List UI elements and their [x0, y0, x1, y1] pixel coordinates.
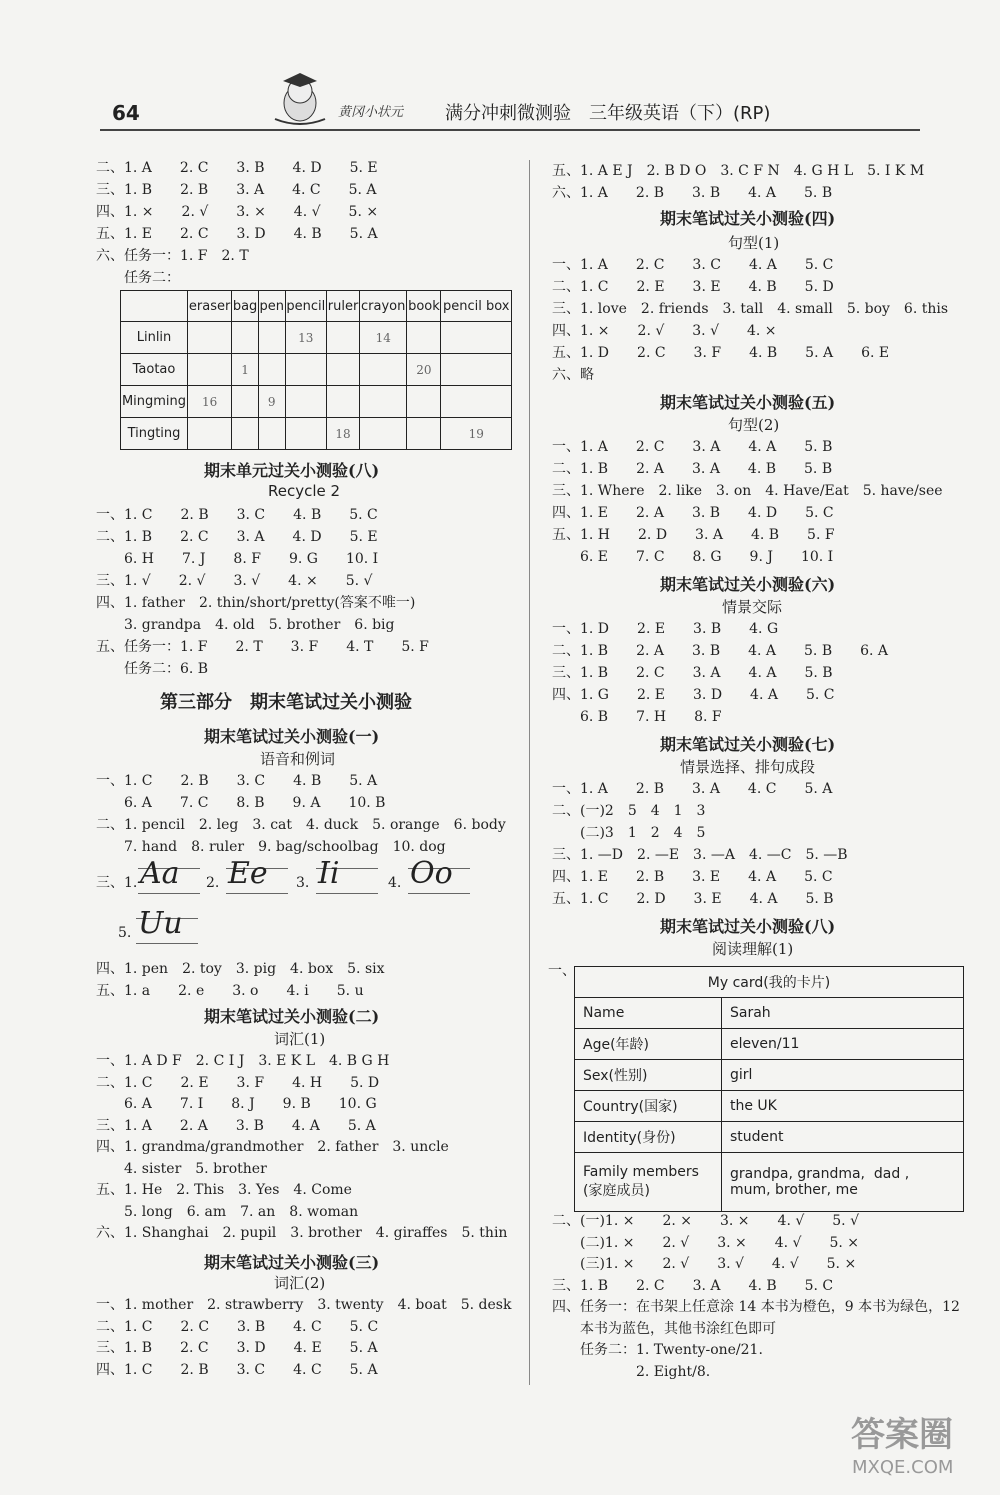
answer-line: 四、1. pen 2. toy 3. pig 4. box 5. six — [96, 961, 385, 977]
answer-line: 6. A 7. I 8. J 9. B 10. G — [96, 1096, 377, 1112]
field-value: grandpa, grandma, dad , mum, brother, me — [722, 1153, 964, 1212]
my-card-table — [574, 966, 964, 1212]
answer-line: (二)1. × 2. √ 3. × 4. √ 5. × — [552, 1234, 859, 1251]
answer-line: 一、1. C 2. B 3. C 4. B 5. A — [96, 773, 378, 789]
table-cell — [327, 322, 360, 354]
answer-line: 6. E 7. C 8. G 9. J 10. I — [552, 549, 834, 565]
table-cell — [441, 386, 512, 418]
table-header-row — [121, 291, 512, 322]
answer-line: 五、1. D 2. C 3. F 4. B 5. A 6. E — [552, 345, 890, 361]
section-title: 期末单元过关小测验(八) — [204, 461, 380, 480]
section-title: 期末笔试过关小测验(七) — [660, 735, 836, 754]
table-cell — [360, 354, 407, 386]
field-value: student — [722, 1122, 964, 1153]
column-header: pencil box — [441, 291, 512, 322]
answer-line: 6. B 7. H 8. F — [552, 709, 722, 725]
answer-line: 五、任务一：1. F 2. T 3. F 4. T 5. F — [96, 639, 429, 655]
answer-line: 二、1. C 2. C 3. B 4. C 5. C — [96, 1318, 379, 1335]
column-header: book — [407, 291, 441, 322]
row-name-cell: Mingming — [121, 386, 188, 418]
answer-line: 7. hand 8. ruler 9. bag/schoolbag 10. dog — [96, 839, 446, 855]
answer-line: 一、1. A D F 2. C I J 3. E K L 4. B G H — [96, 1053, 390, 1069]
handwritten-letters: Ee — [228, 856, 268, 891]
section-subtitle: 阅读理解(1) — [712, 940, 794, 958]
table-cell: 13 — [285, 322, 327, 354]
answer-line: 2. — [206, 875, 220, 891]
row-name-cell: Tingting — [121, 418, 188, 450]
field-value: eleven/11 — [722, 1029, 964, 1060]
answer-line: 四、1. father 2. thin/short/pretty(答案不唯一) — [96, 595, 416, 611]
answer-line: 5. — [118, 925, 132, 941]
table-row — [575, 1060, 964, 1091]
field-value: Sarah — [722, 998, 964, 1029]
mascot-icon — [265, 63, 335, 129]
answer-line: 二、(一)1. × 2. × 3. × 4. √ 5. √ — [552, 1213, 859, 1229]
answer-line: 一、1. A 2. B 3. A 4. C 5. A — [552, 781, 833, 797]
table-cell — [441, 322, 512, 354]
table-row — [575, 1091, 964, 1122]
answer-line: 一、1. A 2. C 3. C 4. A 5. C — [552, 257, 834, 273]
table-cell: 19 — [441, 418, 512, 450]
table-row — [575, 1153, 964, 1212]
answer-line: 二、1. C 2. E 3. E 4. B 5. D — [552, 279, 834, 295]
table-cell — [232, 322, 259, 354]
handwritten-letters: Aa — [140, 856, 180, 891]
section-subtitle: 情景选择、排句成段 — [680, 758, 816, 776]
answer-line: 5. long 6. am 7. an 8. woman — [96, 1203, 359, 1220]
table-cell — [285, 386, 327, 418]
answer-line: 二、1. B 2. A 3. B 4. A 5. B 6. A — [552, 643, 889, 659]
answer-line: 三、1. B 2. C 3. A 4. A 5. B — [552, 665, 833, 681]
page-number: 64 — [112, 101, 140, 125]
table-row — [575, 1122, 964, 1153]
table-cell — [232, 386, 259, 418]
answer-line: 四、任务一：在书架上任意涂 14 本书为橙色，9 本书为绿色，12 — [552, 1299, 960, 1315]
answer-line: 三、1. √ 2. √ 3. √ 4. × 5. √ — [96, 573, 373, 589]
table-cell — [232, 418, 259, 450]
table-cell — [188, 418, 232, 450]
answer-line: 三、1. — [96, 875, 138, 891]
answer-line: 五、1. a 2. e 3. o 4. i 5. u — [96, 983, 364, 999]
field-label: Family members (家庭成员) — [575, 1153, 722, 1212]
table-cell — [188, 322, 232, 354]
section-title: 期末笔试过关小测验(四) — [660, 209, 836, 228]
answer-line: 三、1. A 2. A 3. B 4. A 5. A — [96, 1117, 376, 1134]
answer-line: 一、 — [548, 963, 576, 979]
column-header: pencil — [285, 291, 327, 322]
answer-line: 3. — [296, 875, 310, 891]
table-cell: 14 — [360, 322, 407, 354]
answer-line: 4. sister 5. brother — [96, 1160, 267, 1177]
table-cell — [188, 354, 232, 386]
answer-line: 五、1. He 2. This 3. Yes 4. Come — [96, 1182, 352, 1198]
card-caption-row — [575, 967, 964, 998]
answer-line: 五、1. E 2. C 3. D 4. B 5. A — [96, 226, 378, 242]
watermark-logo — [846, 1401, 986, 1481]
section-subtitle: 情景交际 — [722, 598, 783, 616]
table-cell: 18 — [327, 418, 360, 450]
table-cell: 1 — [232, 354, 259, 386]
field-label: Name — [575, 998, 722, 1029]
column-divider — [529, 160, 530, 1385]
table-cell — [360, 386, 407, 418]
answer-line: 四、1. E 2. B 3. E 4. A 5. C — [552, 869, 833, 885]
table-cell — [258, 354, 285, 386]
table-row — [121, 322, 512, 354]
field-label: Age(年龄) — [575, 1029, 722, 1060]
section-subtitle: 句型(1) — [728, 234, 780, 252]
table-cell — [407, 322, 441, 354]
table-cell — [258, 322, 285, 354]
card-caption: My card(我的卡片) — [575, 967, 964, 998]
section-title: 期末笔试过关小测验(八) — [660, 917, 836, 936]
answer-line: 四、1. × 2. √ 3. √ 4. × — [552, 323, 777, 339]
answer-line: 四、1. G 2. E 3. D 4. A 5. C — [552, 687, 835, 703]
logo-text: 黄冈小状元 — [338, 105, 404, 120]
answer-line: 二、1. pencil 2. leg 3. cat 4. duck 5. orange 6. body — [96, 817, 506, 833]
table-cell: 16 — [188, 386, 232, 418]
section-subtitle: 词汇(2) — [274, 1274, 326, 1292]
answer-line: 任务二：6. B — [96, 661, 209, 677]
section-title: 期末笔试过关小测验(五) — [660, 393, 836, 412]
table-cell — [360, 418, 407, 450]
table-cell: 20 — [407, 354, 441, 386]
answer-line: 二、(一)2 5 4 1 3 — [552, 803, 706, 819]
section-title: 期末笔试过关小测验(二) — [204, 1007, 380, 1026]
section-subtitle: Recycle 2 — [268, 482, 341, 500]
answer-line: 任务二： — [96, 270, 180, 286]
answer-line: 二、1. C 2. E 3. F 4. H 5. D — [96, 1074, 380, 1091]
part-title: 第三部分 期末笔试过关小测验 — [160, 692, 412, 713]
answer-line: 六、任务一：1. F 2. T — [96, 248, 249, 264]
answer-line: 3. grandpa 4. old 5. brother 6. big — [96, 617, 395, 633]
column-header: pen — [258, 291, 285, 322]
answer-line: 6. A 7. C 8. B 9. A 10. B — [96, 795, 386, 811]
table-cell: 9 — [258, 386, 285, 418]
column-header: bag — [232, 291, 259, 322]
answer-line: 三、1. love 2. friends 3. tall 4. small 5. boy 6. this — [552, 301, 949, 317]
answer-line: 四、1. C 2. B 3. C 4. C 5. A — [96, 1361, 378, 1378]
table-row — [575, 998, 964, 1029]
table-cell — [258, 418, 285, 450]
answer-line: 三、1. B 2. C 3. D 4. E 5. A — [96, 1340, 378, 1356]
section-title: 期末笔试过关小测验(六) — [660, 575, 836, 594]
table-cell — [285, 354, 327, 386]
section-subtitle: 词汇(1) — [274, 1030, 326, 1048]
answer-line: 一、1. C 2. B 3. C 4. B 5. C — [96, 507, 378, 523]
section-title: 期末笔试过关小测验(三) — [204, 1253, 380, 1272]
answer-line: 2. Eight/8. — [552, 1363, 711, 1380]
table-row — [575, 1029, 964, 1060]
section-title: 期末笔试过关小测验(一) — [204, 727, 380, 746]
answer-line: 一、1. mother 2. strawberry 3. twenty 4. boat 5. desk — [96, 1297, 512, 1313]
table-row — [121, 386, 512, 418]
field-label: Sex(性别) — [575, 1060, 722, 1091]
answer-line: (二)3 1 2 4 5 — [552, 825, 706, 841]
table-cell — [441, 354, 512, 386]
table-cell — [327, 354, 360, 386]
answer-line: 本书为蓝色，其他书涂红色即可 — [552, 1320, 776, 1337]
answer-line: 六、1. Shanghai 2. pupil 3. brother 4. giraffes 5. thin — [96, 1225, 508, 1241]
answer-line: 六、1. A 2. B 3. B 4. A 5. B — [552, 185, 833, 201]
section-subtitle: 语音和例词 — [260, 750, 336, 768]
answer-line: 二、1. A 2. C 3. B 4. D 5. E — [96, 160, 378, 176]
handwritten-letters: Uu — [138, 906, 183, 941]
answer-line: (三)1. × 2. √ 3. √ 4. √ 5. × — [552, 1256, 857, 1272]
answer-line: 五、1. A E J 2. B D O 3. C F N 4. G H L 5. I K M — [552, 163, 925, 179]
field-value: the UK — [722, 1091, 964, 1122]
answer-line: 三、1. —D 2. —E 3. —A 4. —C 5. —B — [552, 847, 848, 863]
answer-line: 三、1. B 2. C 3. A 4. B 5. C — [552, 1277, 834, 1294]
answer-line: 二、1. B 2. A 3. A 4. B 5. B — [552, 461, 833, 477]
field-label: Identity(身份) — [575, 1122, 722, 1153]
answer-line: 五、1. H 2. D 3. A 4. B 5. F — [552, 527, 835, 543]
handwritten-letters: Oo — [410, 856, 453, 891]
row-name-cell: Linlin — [121, 322, 188, 354]
answer-line: 一、1. D 2. E 3. B 4. G — [552, 621, 779, 637]
answer-line: 六、略 — [552, 367, 594, 383]
answer-line: 三、1. B 2. B 3. A 4. C 5. A — [96, 182, 377, 198]
column-header: eraser — [188, 291, 232, 322]
column-header: ruler — [327, 291, 360, 322]
table-cell — [407, 418, 441, 450]
row-name-cell: Taotao — [121, 354, 188, 386]
table-cell — [327, 386, 360, 418]
answer-line: 二、1. B 2. C 3. A 4. D 5. E — [96, 529, 378, 545]
watermark-text: 答案圈 — [851, 1415, 953, 1455]
field-value: girl — [722, 1060, 964, 1091]
page-title: 满分冲刺微测验 三年级英语（下）(RP) — [445, 103, 771, 124]
table-cell — [285, 418, 327, 450]
handwritten-letters: Ii — [318, 856, 340, 891]
answer-line: 6. H 7. J 8. F 9. G 10. I — [96, 551, 379, 567]
answer-line: 四、1. grandma/grandmother 2. father 3. uncle — [96, 1139, 449, 1155]
watermark-url: MXQE.COM — [852, 1457, 954, 1478]
answer-line: 任务二：1. Twenty-one/21. — [552, 1342, 763, 1358]
page-header — [100, 95, 920, 131]
task2-table — [120, 290, 512, 450]
answer-line: 三、1. Where 2. like 3. on 4. Have/Eat 5. have/see — [552, 483, 943, 499]
field-label: Country(国家) — [575, 1091, 722, 1122]
answer-line: 四、1. E 2. A 3. B 4. D 5. C — [552, 505, 834, 521]
table-cell — [407, 386, 441, 418]
answer-line: 4. — [388, 875, 402, 891]
answer-line: 一、1. A 2. C 3. A 4. A 5. B — [552, 439, 833, 455]
column-header: crayon — [360, 291, 407, 322]
table-row — [121, 418, 512, 450]
table-row — [121, 354, 512, 386]
answer-line: 四、1. × 2. √ 3. × 4. √ 5. × — [96, 204, 379, 220]
column-header — [121, 291, 188, 322]
answer-line: 五、1. C 2. D 3. E 4. A 5. B — [552, 891, 834, 907]
section-subtitle: 句型(2) — [728, 416, 780, 434]
